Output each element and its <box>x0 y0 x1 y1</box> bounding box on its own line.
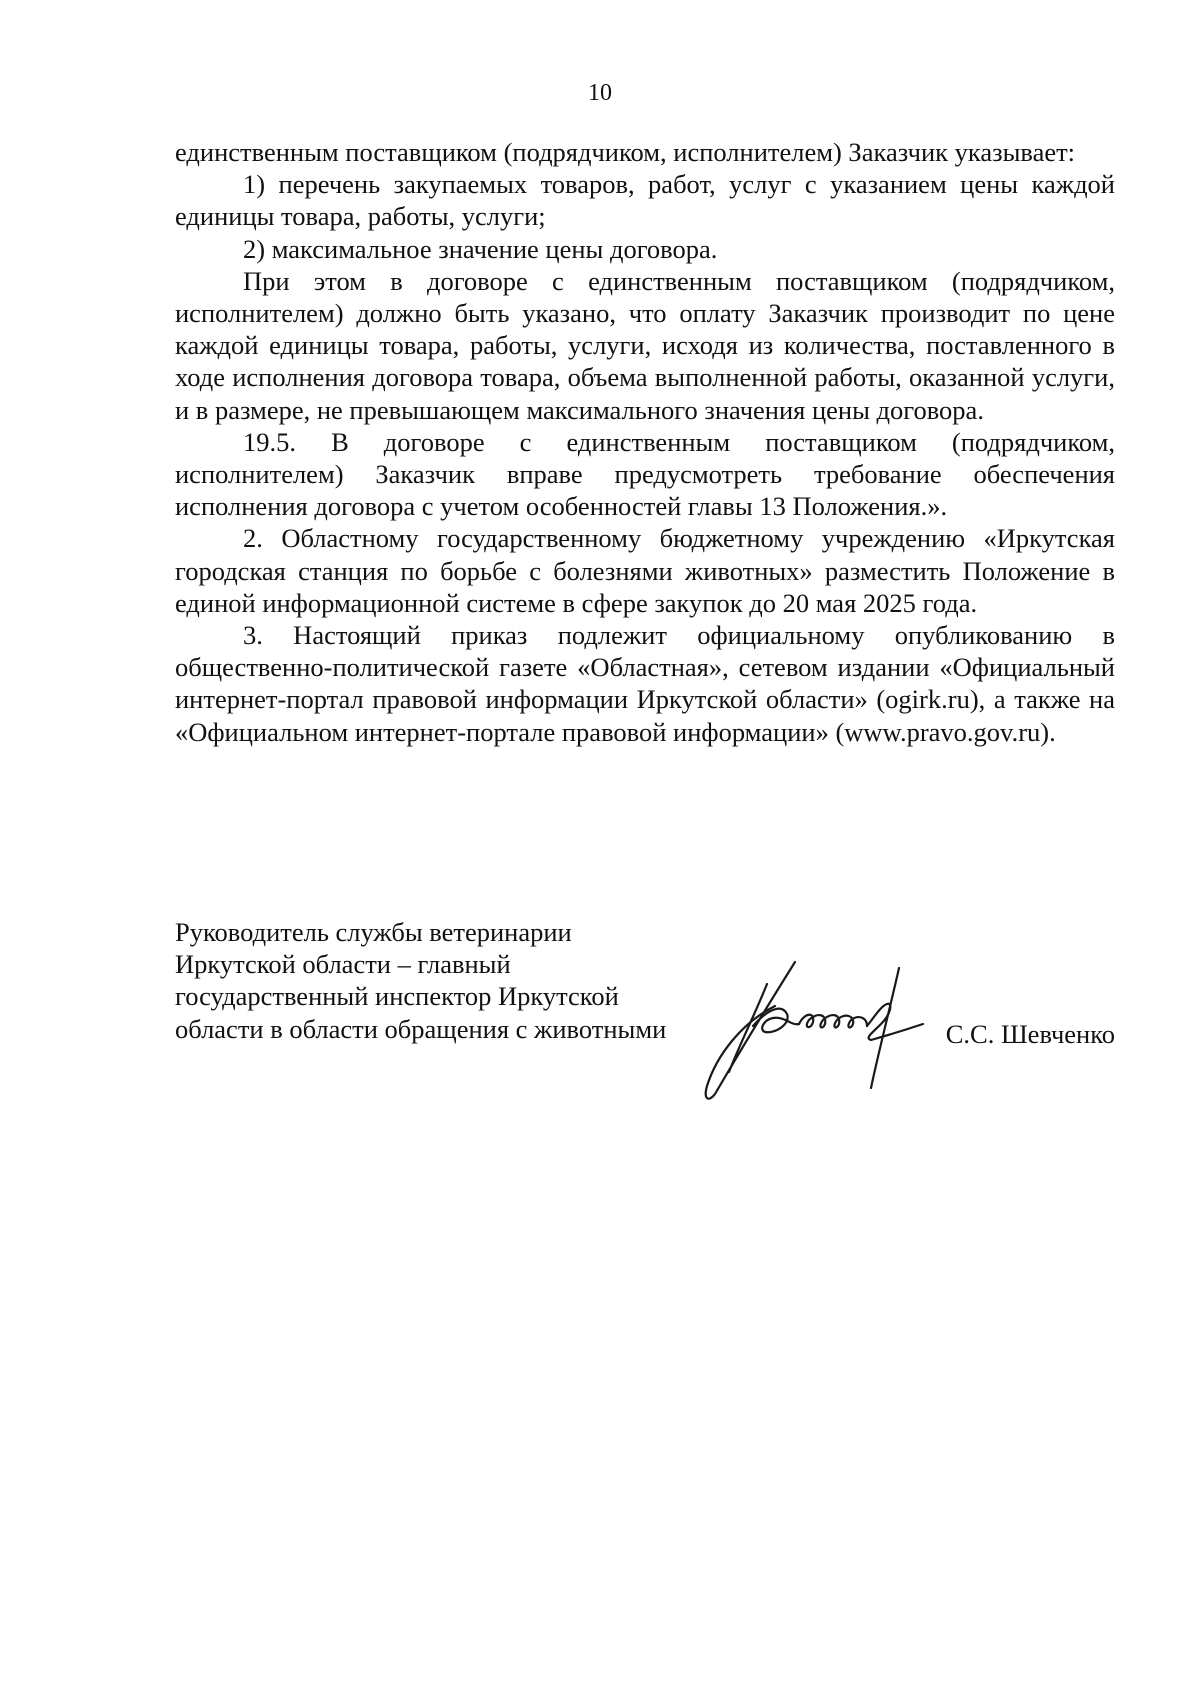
page-number: 10 <box>588 80 612 106</box>
signer-position-line: области в области обращения с животными <box>175 1013 667 1044</box>
signer-position-line: Иркутской области – главный <box>175 949 511 980</box>
signer-position-line: государственный инспектор Иркутской <box>175 981 619 1012</box>
signer-position <box>175 916 735 1045</box>
list-item-1: 1) перечень закупаемых товаров, работ, услуг с указанием цены каждой единицы товара, работы, услуги; <box>175 169 1115 232</box>
document-body <box>175 136 1115 748</box>
handwritten-signature <box>695 954 935 1104</box>
paragraph-point-2: 2. Областному государственному бюджетному учреждению «Иркутская городская станция по борьбе с болезнями животных» разместить Положение в единой информационной системе в сфере закупок до 20 мая 2025 года. <box>175 523 1115 618</box>
signer-position-line: Руководитель службы ветеринарии <box>175 917 572 947</box>
paragraph-point-3: 3. Настоящий приказ подлежит официальному опубликованию в общественно-политической газете «Областная», сетевом издании «Официальный интернет-портал правовой информации Иркутской области» (ogirk.ru), а также на «Официальном интернет-портале правовой информации» (www.pravo.gov.ru). <box>175 620 1115 747</box>
paragraph-clause-19-5: 19.5. В договоре с единственным поставщиком (подрядчиком, исполнителем) Заказчик вправе предусмотреть требование обеспечения исполнения договора с учетом особенностей главы 13 Положения.». <box>175 426 1115 522</box>
signer-name: С.С. Шевченко <box>945 1019 1115 1049</box>
signature-block <box>175 916 1115 1116</box>
list-item-2: 2) максимальное значение цены договора. <box>243 233 718 264</box>
paragraph-continuation: единственным поставщиком (подрядчиком, исполнителем) Заказчик указывает: <box>175 137 1076 167</box>
paragraph-payment-terms: При этом в договоре с единственным поставщиком (подрядчиком, исполнителем) должно быть указано, что оплату Заказчик производит по цене каждой единицы товара, работы, услуги, исходя из количества, поставленного в ходе исполнения договора товара, объема выполненной работы, оказанной услуги, и в размере, не превышающем максимального значения цены договора. <box>175 265 1115 425</box>
